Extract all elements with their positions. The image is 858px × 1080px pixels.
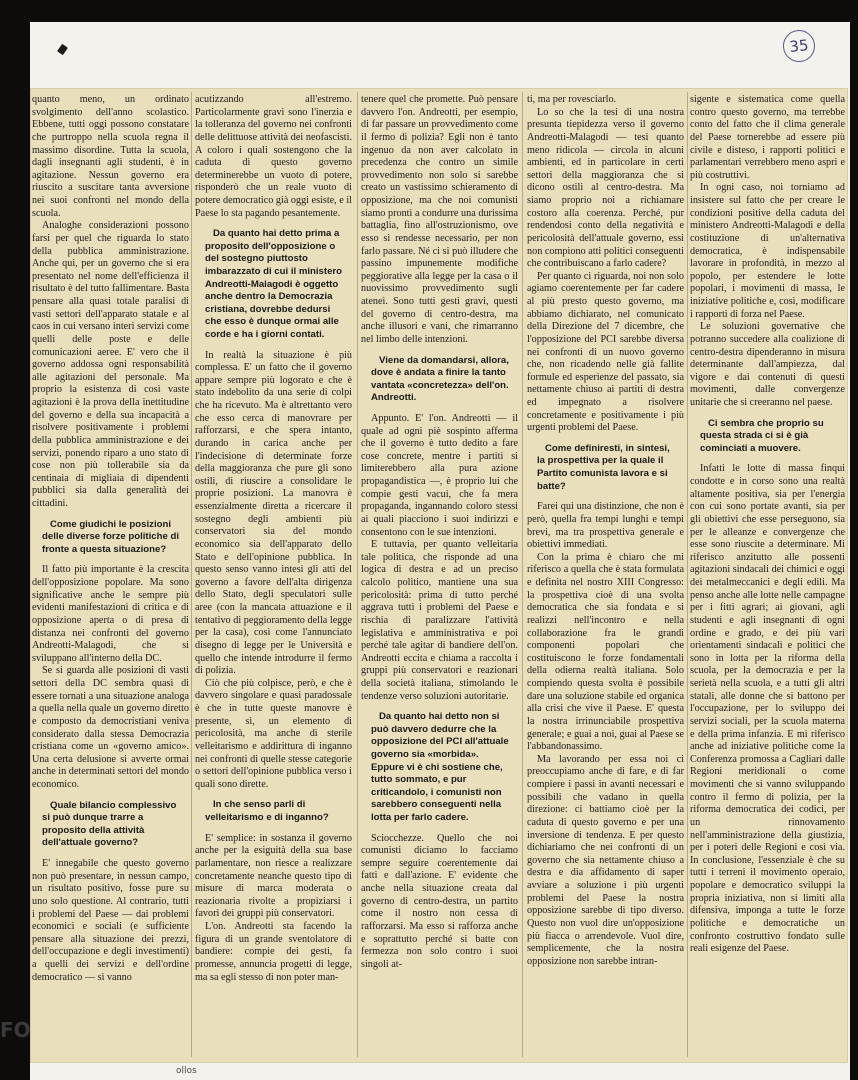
article-paragraph: quanto meno, un ordinato svolgimento dell'anno scolastico. Ebbene, tutti oggi possono constatare che purtroppo nella scuola regna il massimo disordine. Tutta la scuola, dagli insegnanti agli studenti, è in agitazione. Nessun governo era riuscito a suscitare tanta avversione nei suoi confronti nel mondo della scuola.: [32, 94, 189, 219]
article-paragraph: Il fatto più importante è la crescita dell'opposizione popolare. Ma sono significative anche le sempre più evidenti manifestazioni di critica e di opposizione aperta o di presa di distanza nei confronti del governo Andreotti-Malagodi, che si sviluppano all'interno della DC.: [32, 564, 189, 664]
article-paragraph: acutizzando all'estremo. Particolarmente gravi sono l'inerzia e la tolleranza del governo nei confronti delle delittuose attività dei neofascisti. A coloro i quali sostengono che la caduta di questo governo determinerebbe un vuoto di potere, risponderò che un reale vuoto di potere democratico già oggi esiste, e il Paese lo sta pagando pesantemente.: [195, 94, 352, 219]
column-1: [32, 94, 189, 1056]
watermark: FO: [0, 1018, 31, 1042]
newspaper-clipping: [30, 88, 848, 1063]
interview-question: Da quanto hai detto prima a proposito dell'opposizione o del sostegno piuttosto imbarazzato di cui il ministero Andreotti-Malagodi è oggetto anche dentro la Democrazia cristiana, dovrebbe dedursi che esso è dunque ormai alle corde e ha i giorni contati.: [205, 228, 343, 340]
article-paragraph: E' innegabile che questo governo non può presentare, in nessun campo, un risultato positivo, fosse pure su uno solo questione. Al contrario, tutti i problemi del Paese — dai problemi economici e sociali (e sufficiente pensare alla situazione dei prezzi, dell'occupazione e degli investimenti) a quelli dei servizi e dell'ordine democratico — si vanno: [32, 858, 189, 983]
article-paragraph: Sciocchezze. Quello che noi comunisti diciamo lo facciamo sempre seguire coerentemente dai fatti e dall'azione. E' evidente che anche nella situazione creata dal governo di centro-destra, un partito come il nostro non cessa di rafforzarsi. Ma esso si rafforza anche e soprattutto perché si batte con fermezza non solo contro i suoi singoli at-: [361, 832, 518, 970]
column-divider: [191, 92, 192, 1057]
article-paragraph: In realtà la situazione è più complessa. E' un fatto che il governo appare sempre più logorato e che è stato indebolito da una serie di colpi che ha ricevuto. Ma è altrettanto vero che esso cerca di manovrare per rafforzarsi, e che spera intanto, durando in carica anche per l'indecisione di determinate forze della maggioranza che pure gli sono ostili, di riuscire a consolidare le proprie posizioni. La manovra è essenzialmente diretta a ricercare il sostegno degli ambienti più conservatori sia del mondo economico sia dell'apparato dello Stato e dell'opinione pubblica. In questo senso vanno intesi gli atti del governo a favore dell'alta dirigenza dello Stato, degli speculatori sulle aree (con la mancata attuazione e il tentativo di peggioramento della legge per la casa), così come l'annunciato disegno di legge per le Università e quello che intende introdurre il fermo di polizia.: [195, 349, 352, 677]
article-paragraph: Ma lavorando per essa noi ci preoccupiamo anche di fare, e di far compiere i passi in avanti necessari e possibili che vadano in quella direzione: ci battiamo cioè per la caduta di questo governo e per una inversione di tendenza. E per questo dichiariamo che nei confronti di un governo che sia nettamente chiuso a destra e dia affidamento di saper avviare a soluzione i più urgenti problemi del Paese la nostra opposizione sarebbe di tipo diverso. Questo non vuol dire un'opposizione più fiacca o arrendevole. Vuol dire, semplicemente, che la nostra opposizione non sarebbe intran-: [527, 753, 684, 967]
interview-question: Ci sembra che proprio su questa strada ci si è già cominciati a muovere.: [700, 417, 824, 454]
article-paragraph: Analoghe considerazioni possono farsi per quel che riguarda lo stato della pubblica amministrazione. Anche qui, per un governo che si era presentato nel nome dell'efficienza il risultato è del tutto fallimentare. Basta pensare alla quasi totale paralisi di vasti settori dell'apparato statale e al caos in cui versano interi servizi come quelli delle poste e delle comunicazioni aeree. E' vero che il governo addossa ogni responsabilità alle agitazioni del personale. Ma proprio la esistenza di così vaste agitazioni è la prova della inettitudine del governo e della sua incapacità a risolvere positivamente i problemi della pubblica amministrazione e dei servizi, ponendo riparo a uno stato di cose non più tollerabile sia da centinaia di migliaia di dipendenti pubblici sia dalla generalità dei cittadini.: [32, 220, 189, 509]
column-5: [690, 94, 845, 1056]
column-3: [361, 94, 518, 1056]
article-paragraph: E' semplice: in sostanza il governo anche per la esiguità della sua base parlamentare, non riesce a realizzare concretamente neanche questo tipo di misure di marca moderata o reazionaria rivolte a propiziarsi i favori dei gruppi più conservatori.: [195, 832, 352, 920]
article-paragraph: sigente e sistematica come quella contro questo governo, ma terrebbe conto del fatto che il clima generale del Paese tornerebbe ad essere più civile e disteso, i rapporti politici e parlamentari verrebbero meno aspri e più costruttivi.: [690, 94, 845, 181]
article-paragraph: L'on. Andreotti sta facendo la figura di un grande sventolatore di bandiere: compie dei gesti, fa promesse, annuncia progetti di legge, ma sa egli stesso di non poter man-: [195, 921, 352, 983]
column-divider: [522, 92, 523, 1057]
column-2: [195, 94, 352, 1056]
column-4: [527, 94, 684, 1056]
article-paragraph: Le soluzioni governative che potranno succedere alla coalizione di centro-destra dipenderanno in misura determinante dall'ampiezza, dal vigore e dai contenuti di questi movimenti, dalle convergenze unitarie che si creeranno nel paese.: [690, 321, 845, 408]
article-paragraph: Per quanto ci riguarda, noi non solo agiamo coerentemente per far cadere al più presto questo governo, ma abbiamo dichiarato, nel comunicato della Direzione del 7 dicembre, che l'opposizione del PCI sarebbe diversa nei confronti di un nuovo governo che, non ricadendo nelle già fallite formule ed esperienze del passato, sia nettamente chiuso ai partiti di destra ed impegnato a risolvere concretamente e positivamente i più urgenti problemi del Paese.: [527, 270, 684, 434]
interview-question: Come definiresti, in sintesi, la prospettiva per la quale il Partito comunista lavora e si batte?: [537, 442, 670, 492]
interview-question: Da quanto hai detto non si può davvero dedurre che la opposizione del PCI all'attuale governo sia «morbida». Eppure vi è chi sostiene che, tutto sommato, e pur criticandolo, i comunisti non sarebbero conseguenti nella lotta per farlo cadere.: [371, 711, 509, 823]
article-paragraph: Infatti le lotte di massa finqui condotte e in corso sono una realtà altamente positiva, sia per l'energia con cui sono portate avanti, sia per gli obiettivi che esse perseguono, sia per le alleanze e convergenze che esse sono riuscite a determinare. Mi riferisco anzitutto alle possenti agitazioni sindacali dei chimici e oggi dei metalmeccanici e degli edili. Ma penso anche alle lotte nelle campagne per i fitti agrari; ai giovani, agli studenti e agli insegnanti di ogni ordine e grado, e dei più vari orientamenti sindacali e politici che sono in lotta per la riforma della scuola, per la democrazia e per la serietà nella scuola, e a tutti gli altri statali, alle donne che si battono per l'occupazione, per lo sviluppo dei servizi sociali, per la scuola materna e della prima infanzia. E mi riferisco anche ad iniziative politiche come la Conferenza promossa a Cagliari dalle Regioni meridionali o come movimenti che si vanno sviluppando contro il fermo di polizia, per la riforma democratica dei codici, per un rinnovamento nell'amministrazione della giustizia, per i poteri delle Regioni e così via. In conclusione, l'essenziale è che su tutti i terreni il movimento operaio, popolare e democratico sviluppi la propria iniziativa, non si limiti alla difensiva, imponga a tutte le forze politiche e democratiche un confronto costruttivo fondato sulle reali esigenze del Paese.: [690, 463, 845, 955]
article-paragraph: tenere quel che promette. Può pensare davvero l'on. Andreotti, per esempio, di far passare un provvedimento come il fermo di polizia? Egli non è tanto ingenuo da non aver calcolato in precedenza che contro un simile provvedimento non solo si sarebbe creato un vastissimo schieramento di opposizione, ma che noi comunisti siamo pronti a condurre una durissima battaglia, fino all'ostruzionismo, ove esso si rendesse necessario, per non farlo passare. Né ci si può illudere che passino impunemente modifiche peggiorative alla legge per la casa o il nuovissimo provvedimento sugli atenei. Sono tutti gesti gravi, questi del governo di centro-destra, ma anche illusori e vani, che rimarranno nel limbo delle intenzioni.: [361, 94, 518, 345]
article-paragraph: Se si guarda alle posizioni di vasti settori della DC sembra quasi di essere tornati a una situazione analoga a quella nella quale un governo diretto e composto da democristiani veniva considerato dalla stessa Democrazia cristiana come un «governo amico». Una certa delusione si avverte ormai anche in determinati settori del mondo economico.: [32, 665, 189, 791]
article-paragraph: Lo so che la tesi di una nostra presunta tiepidezza verso il governo Andreotti-Malagodi — tesi quanto meno ridicola — circola in alcuni ambienti, ed in particolare in certi settori della maggioranza che si dicono ostili al centro-destra. Ma siamo proprio noi a richiamare costoro alla coerenza. Perché, pur rendendosi conto della negatività e pericolosità dell'attuale governo, essi non compiono atti politici conseguenti che contribuiscano a farlo cadere?: [527, 106, 684, 270]
page-number: 35: [781, 28, 816, 63]
bottom-text: ollos: [176, 1066, 197, 1076]
article-paragraph: Con la prima è chiaro che mi riferisco a quella che è stata formulata e definita nel nostro XIII Congresso: la prospettiva cioè di una svolta democratica che sia fondata e si realizzi nell'incontro e nella collaborazione fra le grandi componenti popolari che costituiscono le forze fondamentali della odierna realtà italiana. Solo compiendo questa svolta è possibile dare una soluzione stabile ed organica alla crisi che vive il Paese. E' questa la nostra irrinunciabile prospettiva generale; e guai a noi, guai al Paese se l'abbandonassimo.: [527, 551, 684, 753]
interview-question: Viene da domandarsi, allora, dove è andata a finire la tanto vantata «concretezza» dell'on. Andreotti.: [371, 354, 509, 404]
column-divider: [357, 92, 358, 1057]
interview-question: Quale bilancio complessivo si può dunque trarre a proposito della attività dell'attuale governo?: [42, 799, 177, 849]
article-paragraph: Farei qui una distinzione, che non è però, quella fra tempi lunghi e tempi brevi, ma tra prospettiva generale e obiettivi immediati.: [527, 501, 684, 551]
article-paragraph: ti, ma per rovesciarlo.: [527, 94, 617, 105]
article-paragraph: Ciò che più colpisce, però, e che è davvero singolare e quasi paradossale è che in tutte queste manovre è presente, sì, un elemento di pericolosità, ma anche di sterile velleitarismo e addirittura di inganno nei confronti di quelle stesse categorie o settori dell'opinione pubblica verso i quali sono dirette.: [195, 677, 352, 790]
interview-question: Come giudichi le posizioni delle diverse forze politiche di fronte a questa situazione?: [42, 518, 180, 555]
article-paragraph: Appunto. E' l'on. Andreotti — il quale ad ogni piè sospinto afferma che il governo è tutto dedito a fare cose concrete, mentre i partiti si limiterebbero alla pura azione propagandistica —, è proprio lui che compie gesti vacui, che fa mera propaganda, ingannando coloro stessi ai quali piacciono i suoi indirizzi e consentono con le sue intenzioni.: [361, 412, 518, 538]
column-divider: [687, 92, 688, 1057]
article-paragraph: E tuttavia, per quanto velleitaria tale politica, che risponde ad una logica di destra e ad un preciso calcolo politico, mantiene una sua pericolosità: prima di tutto perché aggrava tutti i problemi del Paese e rischia di paralizzare l'attività legislativa e amministrativa e poi perché tale agitar di bandiere dell'on. Andreotti eccita e chiama a raccolta i gruppi più conservatori e reazionari della società italiana, stimolando le tendenze verso soluzioni autoritarie.: [361, 539, 518, 702]
article-paragraph: In ogni caso, noi torniamo ad insistere sul fatto che per creare le condizioni positive della caduta del ministero Andreotti-Malagodi e della costituzione di un'alternativa democratica, è indispensabile lavorare in profondità, in mezzo al popolo, per estendere le lotte popolari, i movimenti di massa, le iniziative politiche e, così, modificare i rapporti di forza nel Paese.: [690, 182, 845, 320]
interview-question: In che senso parli di velleitarismo e di inganno?: [205, 799, 329, 824]
